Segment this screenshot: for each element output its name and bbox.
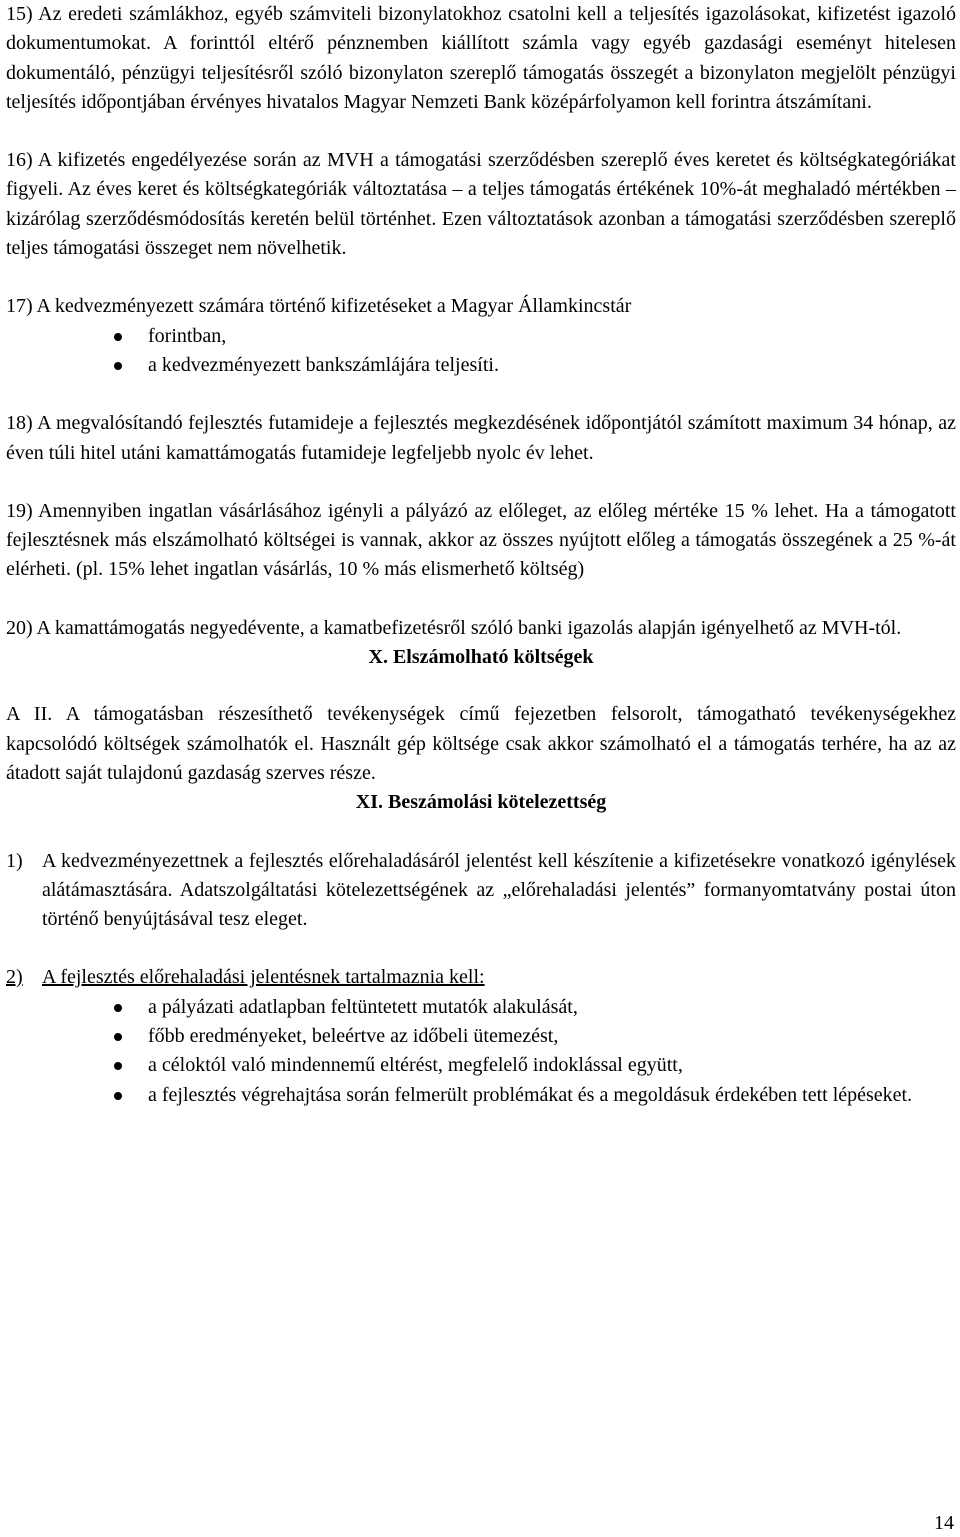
- item-text: A kedvezményezettnek a fejlesztés előrehaladásáról jelentést kell készítenie a kifizetésekre vonatkozó igénylések alátámasztására. Adatszolgáltatási kötelezettségének az „előrehaladási jelentés” formanyomtatvány postai úton történő benyújtásával tesz eleget.: [42, 849, 956, 931]
- bullet-icon: [114, 1092, 122, 1100]
- list-item: a kedvezményezett bankszámlájára teljesíti.: [6, 351, 956, 380]
- paragraph-15: 15) Az eredeti számlákhoz, egyéb számviteli bizonylatokhoz csatolni kell a teljesítés igazolásokat, kifizetést igazoló dokumentumokat. A forinttól eltérő pénznemben kiállított számla vagy egyéb gazdasági eseményt hitelesen dokumentáló, pénzügyi teljesítésről szóló bizonylaton szereplő támogatás összegét a bizonylaton megjelölt pénzügyi teljesítés időpontjában érvényes hivatalos Magyar Nemzeti Bank középárfolyamon kell forintra átszámítani.: [6, 3, 956, 113]
- bullet-icon: [114, 1004, 122, 1012]
- bullet-icon: [114, 1033, 122, 1041]
- list-item: a pályázati adatlapban feltüntetett mutatók alakulását,: [6, 993, 956, 1022]
- item-number: 2): [6, 966, 23, 989]
- paragraph-17-bullet-list: [6, 322, 956, 381]
- list-item: főbb eredményeket, beleértve az időbeli ütemezést,: [6, 1022, 956, 1051]
- list-item: forintban,: [6, 322, 956, 351]
- section-x-title: X. Elszámolható költségek: [368, 646, 594, 669]
- bullet-icon: [114, 333, 122, 341]
- section-x-text: A II. A támogatásban részesíthető tevékenységek című fejezetben felsorolt, támogatható tevékenységekhez kapcsolódó költségek számolhatók el. Használt gép költsége csak akkor számolható el a támogatás terhére, ha az az átadott saját tulajdonú gazdaság szerves része.: [6, 703, 956, 784]
- document-page: [6, 0, 956, 1110]
- paragraph-16: 16) A kifizetés engedélyezése során az MVH a támogatási szerződésben szereplő éves keretet és költségkategóriákat figyeli. Az éves keret és költségkategóriák változtatása – a teljes támogatás értékének 10%-át meghaladó mértékben – kizárólag szerződésmódosítás keretén belül történhet. Ezen változtatások azonban a támogatási szerződésben szereplő teljes támogatási összeget nem növelhetik.: [6, 149, 956, 260]
- bullet-icon: [114, 362, 122, 370]
- paragraph-20: 20) A kamattámogatás negyedévente, a kamatbefizetésről szóló banki igazolás alapján igényelhető az MVH-tól.: [6, 616, 902, 639]
- page-number: 14: [934, 1512, 954, 1534]
- list-item: a fejlesztés végrehajtása során felmerült problémákat és a megoldásuk érdekében tett lépéseket.: [6, 1081, 956, 1110]
- section-xi-title: XI. Beszámolási kötelezettség: [355, 791, 607, 814]
- item-text: A fejlesztés előrehaladási jelentésnek tartalmaznia kell:: [42, 966, 485, 989]
- section-xi-item-2-bullet-list: [6, 993, 956, 1110]
- list-item: a céloktól való mindennemű eltérést, megfelelő indoklással együtt,: [6, 1051, 956, 1080]
- section-xi-item-2: [6, 963, 956, 992]
- section-xi-item-1: [6, 847, 956, 935]
- paragraph-17-intro: 17) A kedvezményezett számára történő kifizetéseket a Magyar Államkincstár: [6, 295, 632, 318]
- item-number: 1): [6, 849, 23, 872]
- bullet-icon: [114, 1062, 122, 1070]
- paragraph-19: 19) Amennyiben ingatlan vásárlásához igényli a pályázó az előleget, az előleg mértéke 15 % lehet. Ha a támogatott fejlesztésnek más elszámolható költségei is vannak, akkor az összes nyújtott előleg a támogatás összegének a 25 %-át elérheti. (pl. 15% lehet ingatlan vásárlás, 10 % más elismerhető költség): [6, 499, 956, 581]
- paragraph-18: 18) A megvalósítandó fejlesztés futamideje a fejlesztés megkezdésének időpontjától számított maximum 34 hónap, az éven túli hitel utáni kamattámogatás futamideje legfeljebb nyolc év lehet.: [6, 412, 956, 464]
